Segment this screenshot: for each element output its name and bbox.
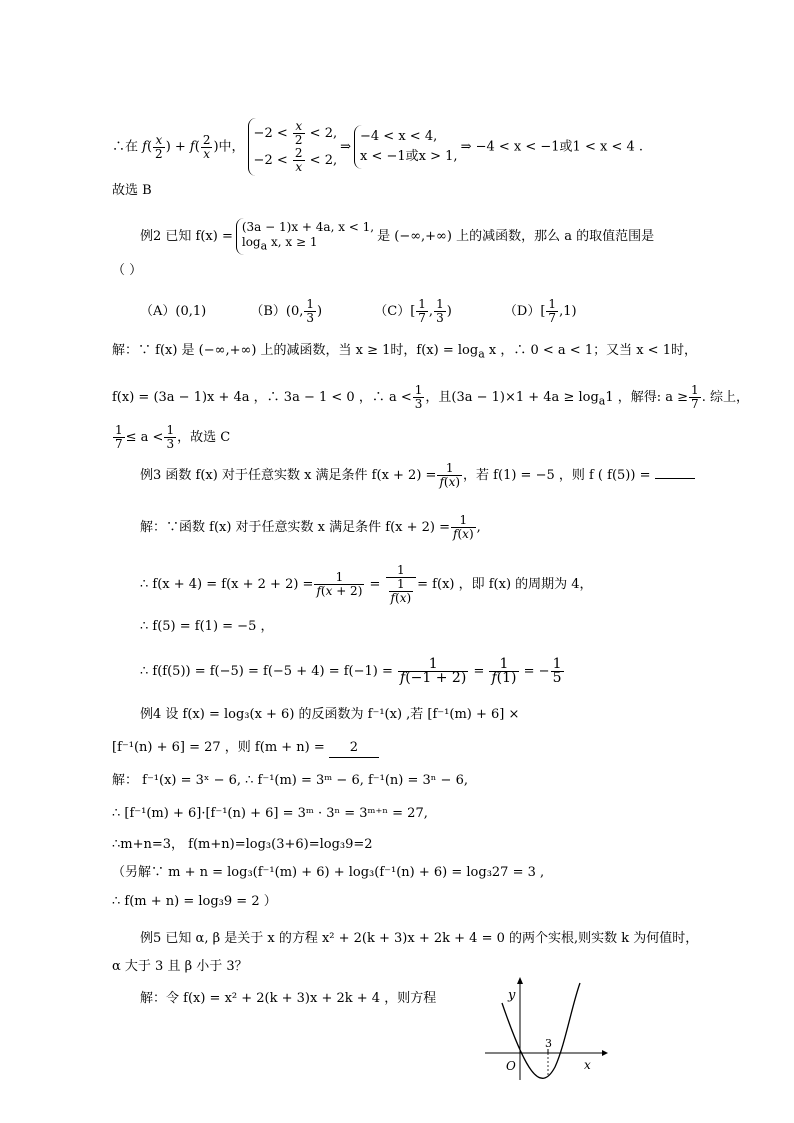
ex4-solution-4: （另解∵ m + n = log₃(f⁻¹(m) + 6) + log₃(f⁻¹(n) + 6) = log₃27 = 3 , xyxy=(112,865,545,880)
x-axis-arrow xyxy=(602,1050,608,1056)
ex2-solution-2: f(x) = (3a − 1)x + 4a ，∴ 3a − 1 < 0 ，∴ a < $\frac{1}{3}$ ，且$(3a - 1)\times 1 + 4a \ge \log_a1$ ，解得: a ≥ $\frac{1}{7}$ . 综上， xyxy=(112,383,749,411)
option-d[interactable]: （D）[ $\frac{1}{7}$ ,1) xyxy=(503,297,577,325)
ex2-solution-3: $\frac{1}{7}$ ≤ a < $\frac{1}{3}$ ，故选 C xyxy=(115,423,231,451)
brace-system-1: −2 < $\frac{x}{2}$ < 2, −2 < $\frac{2}{x}$ < 2, xyxy=(248,118,338,176)
tick-3-label: 3 xyxy=(545,1037,552,1050)
ex4-solution-1: 解： f⁻¹(x) = 3ˣ − 6, ∴ f⁻¹(m) = 3ᵐ − 6, f⁻¹(n) = 3ⁿ − 6, xyxy=(112,773,468,788)
ex4-heading: 例4 设 f(x) = log₃(x + 6) 的反函数为 f⁻¹(x) ,若 [f⁻¹(m) + 6] × xyxy=(140,707,520,722)
ex4-solution-2: ∴ [f⁻¹(m) + 6]·[f⁻¹(n) + 6] = 3ᵐ · 3ⁿ = 3ᵐ⁺ⁿ = 27, xyxy=(112,806,428,821)
ex2-solution-1: 解：∵ f(x) 是 (−∞,+∞) 上的减函数，当 x ≥ 1时，$f(x) = \log_a x$ ，∴ 0 < a < 1；又当 x < 1时， xyxy=(112,343,697,361)
ex4-answer-blank[interactable]: 2 xyxy=(329,739,379,758)
ex4-solution-5: ∴ f(m + n) = log₃9 = 2 ） xyxy=(112,894,277,909)
option-c[interactable]: （C）[ $\frac{1}{7}$ , $\frac{1}{3}$ ) xyxy=(374,297,452,325)
ex2-paren: （ ） xyxy=(112,263,143,278)
ex2-options xyxy=(140,298,577,325)
option-b[interactable]: （B）(0, $\frac{1}{3}$ ) xyxy=(250,297,323,325)
ex3-solution-3: ∴ f(5) = f(1) = −5 ， xyxy=(140,619,274,634)
ex3-solution-1: 解：∵函数 f(x) 对于任意实数 x 满足条件 f(x + 2) = $\frac{1}{f(x)}$ , xyxy=(140,513,481,541)
ex5-line2: α 大于 3 且 β 小于 3？ xyxy=(112,959,248,974)
y-label: y xyxy=(508,988,516,1003)
x-label: x xyxy=(584,1058,591,1072)
ex1-conclusion: ∴在 f( $\frac{x}{2}$ ) + f( $\frac{2}{x}$ )中， −2 < $\frac{x}{2}$ < 2, −2 < $\frac{2}{x}$ < 2, ⇒ −4 < x < 4, x < −1或x > 1, ⇒ −4 < x < −1或1 < x < 4 . xyxy=(112,119,644,174)
ex2-heading: 例2 已知 f(x) = (3a − 1)x + 4a, x < 1, $\log_a x$, x ≥ 1 是 (−∞,+∞) 上的减函数，那么 a 的取值范围是 xyxy=(140,218,654,255)
ex4-solution-3: ∴m+n=3， f(m+n)=log₃(3+6)=log₃9=2 xyxy=(112,837,373,852)
origin-label: O xyxy=(506,1059,516,1073)
ex3-answer-blank[interactable] xyxy=(655,478,695,479)
answer-b: 故选 B xyxy=(112,183,152,198)
ex5-heading: 例5 已知 α, β 是关于 x 的方程 x² + 2(k + 3)x + 2k + 4 = 0 的两个实根,则实数 k 为何值时， xyxy=(140,931,699,946)
option-a[interactable]: （A）(0,1) xyxy=(140,304,207,319)
ex4-line2: [f⁻¹(n) + 6] = 27 ，则 f(m + n) = 2 xyxy=(112,739,379,758)
ex5-solution: 解：令 f(x) = x² + 2(k + 3)x + 2k + 4 ，则方程 xyxy=(140,991,437,1006)
ex3-heading: 例3 函数 f(x) 对于任意实数 x 满足条件 f(x + 2) = $\frac{1}{f(x)}$ ，若 f(1) = −5 ，则 f ( f(5)) = xyxy=(140,462,695,489)
therefore-text: ∴在 xyxy=(112,139,139,155)
ex3-solution-4: ∴ f(f(5)) = f(−5) = f(−5 + 4) = f(−1) = $\frac{1}{f(-1 + 2)}$ = $\frac{1}{f(1)}$ = − $\frac{1}{5}$ xyxy=(140,656,562,686)
y-axis-arrow xyxy=(517,977,523,984)
result-text: ⇒ −4 < x < −1或1 < x < 4 . xyxy=(460,139,644,155)
ex3-solution-2: ∴ f(x + 4) = f(x + 2 + 2) = $\frac{1}{f(x + 2)}$ = $\frac{1}{\frac{1}{f(x)}}$ = f(x) ，即 f(x) 的周期为 4， xyxy=(140,563,593,605)
parabola-graph xyxy=(480,975,610,1085)
brace-system-2: −4 < x < 4, x < −1或x > 1, xyxy=(354,125,458,169)
